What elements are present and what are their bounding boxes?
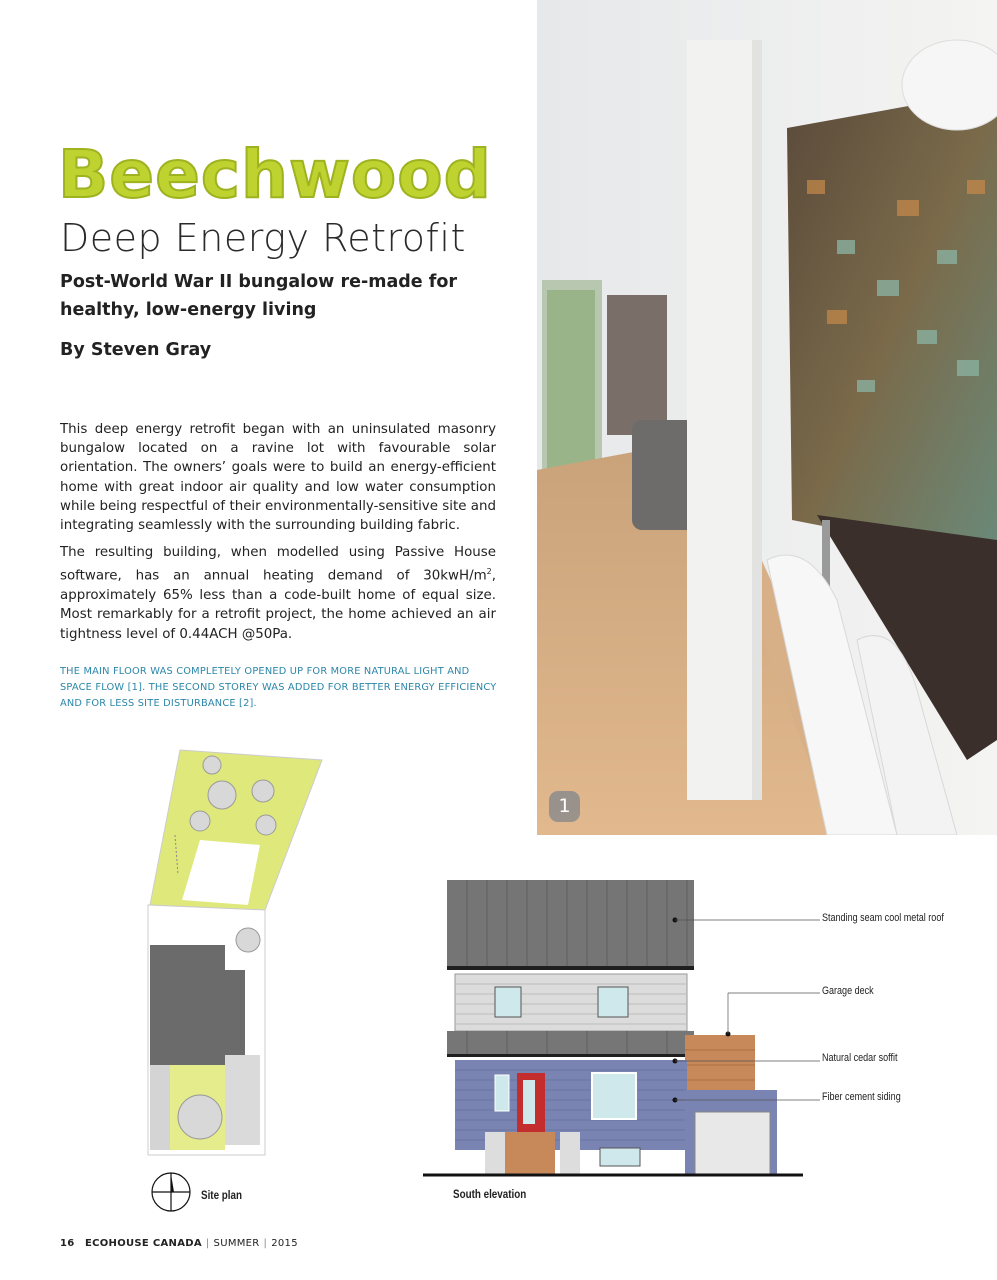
- article-body: [60, 420, 496, 652]
- superscript: 2: [486, 567, 492, 577]
- north-arrow-icon: [150, 1171, 192, 1213]
- photo-caption: THE MAIN FLOOR WAS COMPLETELY OPENED UP FOR MORE NATURAL LIGHT AND SPACE FLOW [1]. THE SECOND STOREY WAS ADDED FOR BETTER ENERGY EFFICIENCY AND FOR LESS SITE DISTURBANCE [2].: [60, 666, 497, 709]
- callout-soffit: Natural cedar soffit: [822, 1052, 898, 1064]
- issue-season: SUMMER: [213, 1238, 260, 1249]
- body-paragraph-2: [60, 543, 496, 643]
- paragraph-2-part-b: , approximately 65% less than a code-built home of equal size. Most remarkably for a retrofit project, the home achieved an air tightness level of 0.44ACH @50Pa.: [60, 568, 496, 642]
- paragraph-2-part-a: The resulting building, when modelled using Passive House software, has an annual heating demand of 30kwH/m: [60, 545, 496, 584]
- site-plan-diagram: [140, 745, 330, 1165]
- page-number: 16: [60, 1238, 75, 1249]
- byline: By Steven Gray: [60, 340, 212, 360]
- callout-garage-deck: Garage deck: [822, 985, 874, 997]
- magazine-name: ECOHOUSE CANADA: [84, 1238, 202, 1249]
- callout-roof: Standing seam cool metal roof: [822, 912, 944, 924]
- page-footer: 16 ECOHOUSE CANADA | SUMMER | 2015: [60, 1238, 298, 1249]
- interior-photo: [537, 0, 997, 835]
- body-paragraph-1: This deep energy retrofit began with an uninsulated masonry bungalow located on a ravine lot with favourable solar orientation. The owners’ goals were to build an energy-efficient home with great indoor air quality and low water consumption while being respectful of their environmentally-sensitive site and integrating seamlessly with the surrounding building fabric.: [60, 422, 496, 534]
- photo-number-badge: 1: [549, 791, 580, 822]
- article-subtitle: Deep Energy Retrofit: [60, 216, 466, 260]
- site-plan-label: Site plan: [201, 1188, 243, 1202]
- site-plan-drawing: [140, 745, 330, 1165]
- callout-siding: Fiber cement siding: [822, 1091, 901, 1103]
- interior-photo-illustration: [537, 0, 997, 835]
- article-title: Beechwood: [58, 136, 492, 213]
- south-elevation-label: South elevation: [453, 1187, 527, 1201]
- issue-year: 2015: [271, 1238, 298, 1249]
- article-deck: Post-World War II bungalow re-made for healthy, low-energy living: [60, 272, 458, 320]
